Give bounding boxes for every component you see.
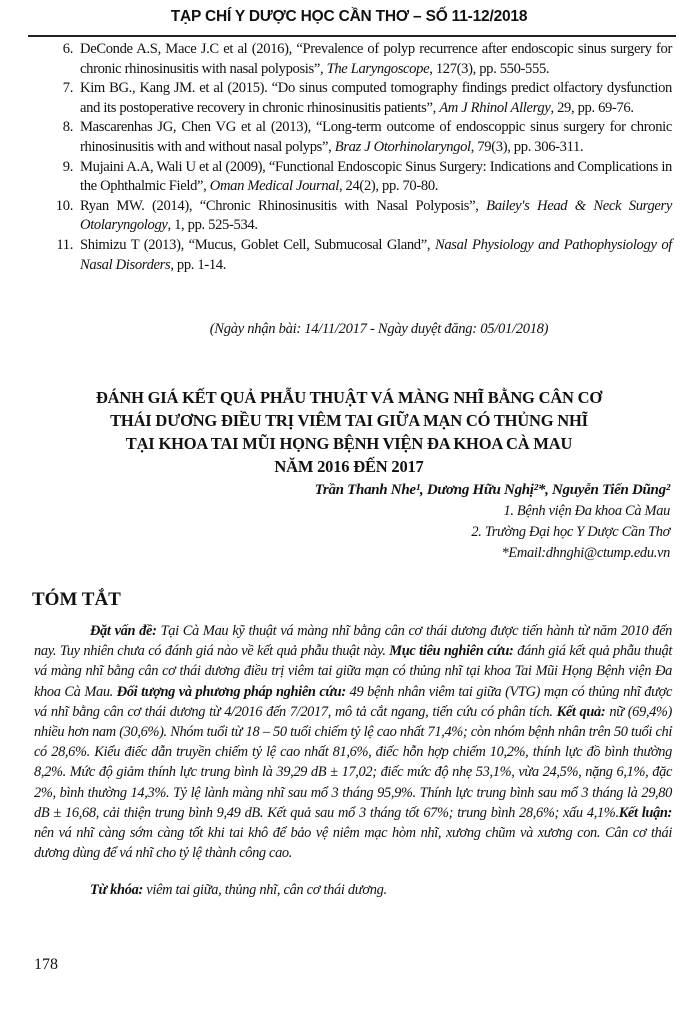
header-rule [28, 35, 676, 37]
reference-item [44, 40, 672, 79]
abstract-text: Tại Cà Mau kỹ thuật vá màng nhĩ bằng cân cơ thái dương được tiến hành từ năm 2010 đến nay. Tuy nhiên chưa có đánh giá nào về kết quả phẫu thuật này. [34, 623, 673, 660]
author-block [315, 480, 670, 564]
reference-item [44, 197, 672, 236]
title-line: TẠI KHOA TAI MŨI HỌNG BỆNH VIỆN ĐA KHOA CÀ MAU [125, 434, 573, 453]
reference-text: DeConde A.S, Mace J.C et al (2016), “Prevalence of polyp recurrence after endoscopic sinus surgery for chronic rhinosinusitis with nasal polyposis”, [80, 41, 672, 77]
journal-header: TẠP CHÍ Y DƯỢC HỌC CẦN THƠ – SỐ 11-12/2018 [170, 8, 528, 25]
affiliation: 1. Bệnh viện Đa khoa Cà Mau [503, 503, 670, 519]
reference-journal: Am J Rhinol Allergy [439, 99, 551, 116]
reference-list [44, 40, 672, 275]
abstract-text: đánh giá kết quả phẫu thuật vá màng nhĩ bằng cân cơ thái dương điều trị viêm tai giữa mạn có thủng nhĩ tại khoa Tai Mũi Họng Bệnh viện Đa khoa Cà Mau. [34, 643, 672, 700]
title-line: NĂM 2016 ĐẾN 2017 [274, 457, 424, 476]
reference-item [44, 236, 672, 275]
keywords-label: Từ khóa: [90, 882, 147, 898]
reference-number: 10. [55, 197, 73, 214]
author-names: Trần Thanh Nhe¹, Dương Hữu Nghị²*, Nguyễn Tiến Dũng² [314, 482, 670, 498]
keywords-text: viêm tai giữa, thủng nhĩ, cân cơ thái dương. [146, 882, 387, 898]
abstract-body [34, 621, 672, 863]
abstract-text: nữ (69,4%) nhiều hơn nam (30,6%). Nhóm tuổi từ 18 – 50 tuổi chiếm tỷ lệ cao nhất 71,4%; còn nhóm bệnh nhân trên 50 tuổi chỉ có 28,6%. Kiểu điếc dẫn truyền chiếm tỷ lệ cao nhất 81,6%, điếc hỗn hợp chiếm 10,2%, thính lực đồ bình thường 8,2%. Mức độ giảm thính lực trung bình là 39,29 dB ± 17,02; điếc mức độ nhẹ 53,1%, vừa 24,5%, nặng 6,1%, đặc 2%, bình thường 14,3%. Tỷ lệ lành màng nhĩ sau mổ 3 tháng 95,9%. Thính lực trung bình sau mổ 3 tháng là 29,80 dB ± 16,68, cải thiện trung bình 9,49 dB. Kết quả sau mổ 3 tháng tốt 67%; trung bình 28,6%; xấu 4,1%. [34, 703, 672, 821]
reference-item [44, 158, 672, 197]
reference-number: 8. [62, 119, 73, 136]
page-number: 178 [34, 956, 58, 973]
article-title [20, 386, 678, 478]
reference-text: Mascarenhas JG, Chen VG et al (2013), “Long-term outcome of endoscoppic sinus surgery for chronic rhinosinusitis with and without nasal polyps”, [80, 119, 672, 155]
reference-journal: Bailey's Head & Neck Surgery Otolaryngology [80, 197, 672, 234]
reference-item [44, 118, 672, 157]
reference-number: 7. [62, 80, 73, 97]
abstract-text: nên vá nhĩ càng sớm càng tốt khi tai khô để bảo vệ niêm mạc hòm nhĩ, xương chũm và xương con. Cân cơ thái dương dùng để vá nhĩ cho tỷ lệ thành công cao. [34, 825, 672, 862]
title-line: ĐÁNH GIÁ KẾT QUẢ PHẪU THUẬT VÁ MÀNG NHĨ BẰNG CÂN CƠ [95, 388, 603, 407]
abstract-heading: TÓM TẮT [32, 589, 121, 610]
abstract-label: Đối tượng và phương pháp nghiên cứu: [116, 683, 350, 700]
reference-text: Shimizu T (2013), “Mucus, Goblet Cell, Submucosal Gland”, [80, 236, 435, 253]
reference-number: 9. [62, 158, 73, 175]
abstract-label: Đặt vấn đề: [90, 623, 161, 639]
reference-details: , 79(3), pp. 306-311. [470, 138, 584, 155]
abstract-label: Kết quả: [556, 703, 610, 720]
reference-number: 6. [62, 41, 73, 57]
reference-details: , 127(3), pp. 550-555. [429, 60, 550, 77]
submission-dates: (Ngày nhận bài: 14/11/2017 - Ngày duyệt đăng: 05/01/2018) [209, 321, 549, 337]
reference-details: , 1, pp. 525-534. [167, 217, 258, 234]
reference-journal: The Laryngoscope [326, 60, 430, 77]
reference-details: , 24(2), pp. 70-80. [338, 178, 439, 195]
keywords [90, 882, 387, 899]
reference-text: Kim BG., Kang JM. et al (2015). “Do sinus computed tomography findings predict olfactory dysfunction and its postoperative recovery in chronic rhinosinusitis patients”, [80, 80, 672, 116]
reference-number: 11. [56, 236, 73, 253]
reference-journal: Oman Medical Journal [209, 178, 339, 195]
reference-item [44, 79, 672, 118]
reference-details: , pp. 1-14. [170, 256, 227, 273]
contact-email: *Email:dhnghi@ctump.edu.vn [501, 545, 670, 561]
abstract-text: 49 bệnh nhân viêm tai giữa (VTG) mạn có thủng nhĩ được vá nhĩ bằng cân cơ thái dương từ 4/2016 đến 7/2017, mô tả cắt ngang, tiến cứu có phân tích. [34, 683, 672, 720]
reference-journal: Braz J Otorhinolaryngol [334, 138, 471, 155]
affiliation: 2. Trường Đại học Y Dược Cần Thơ [471, 524, 670, 540]
abstract-label: Mục tiêu nghiên cứu: [389, 643, 518, 660]
reference-text: Mujaini A.A, Wali U et al (2009), “Functional Endoscopic Sinus Surgery: Indications and Complications in the Ophthalmic Field”, [80, 158, 672, 195]
reference-journal: Nasal Physiology and Pathophysiology of Nasal Disorders [80, 236, 673, 273]
reference-text: Ryan MW. (2014), “Chronic Rhinosinusitis with Nasal Polyposis”, [80, 197, 487, 214]
reference-details: , 29, pp. 69-76. [550, 99, 634, 116]
title-line: THÁI DƯƠNG ĐIỀU TRỊ VIÊM TAI GIỮA MẠN CÓ THỦNG NHĨ [110, 411, 588, 430]
abstract-label: Kết luận: [618, 804, 672, 821]
